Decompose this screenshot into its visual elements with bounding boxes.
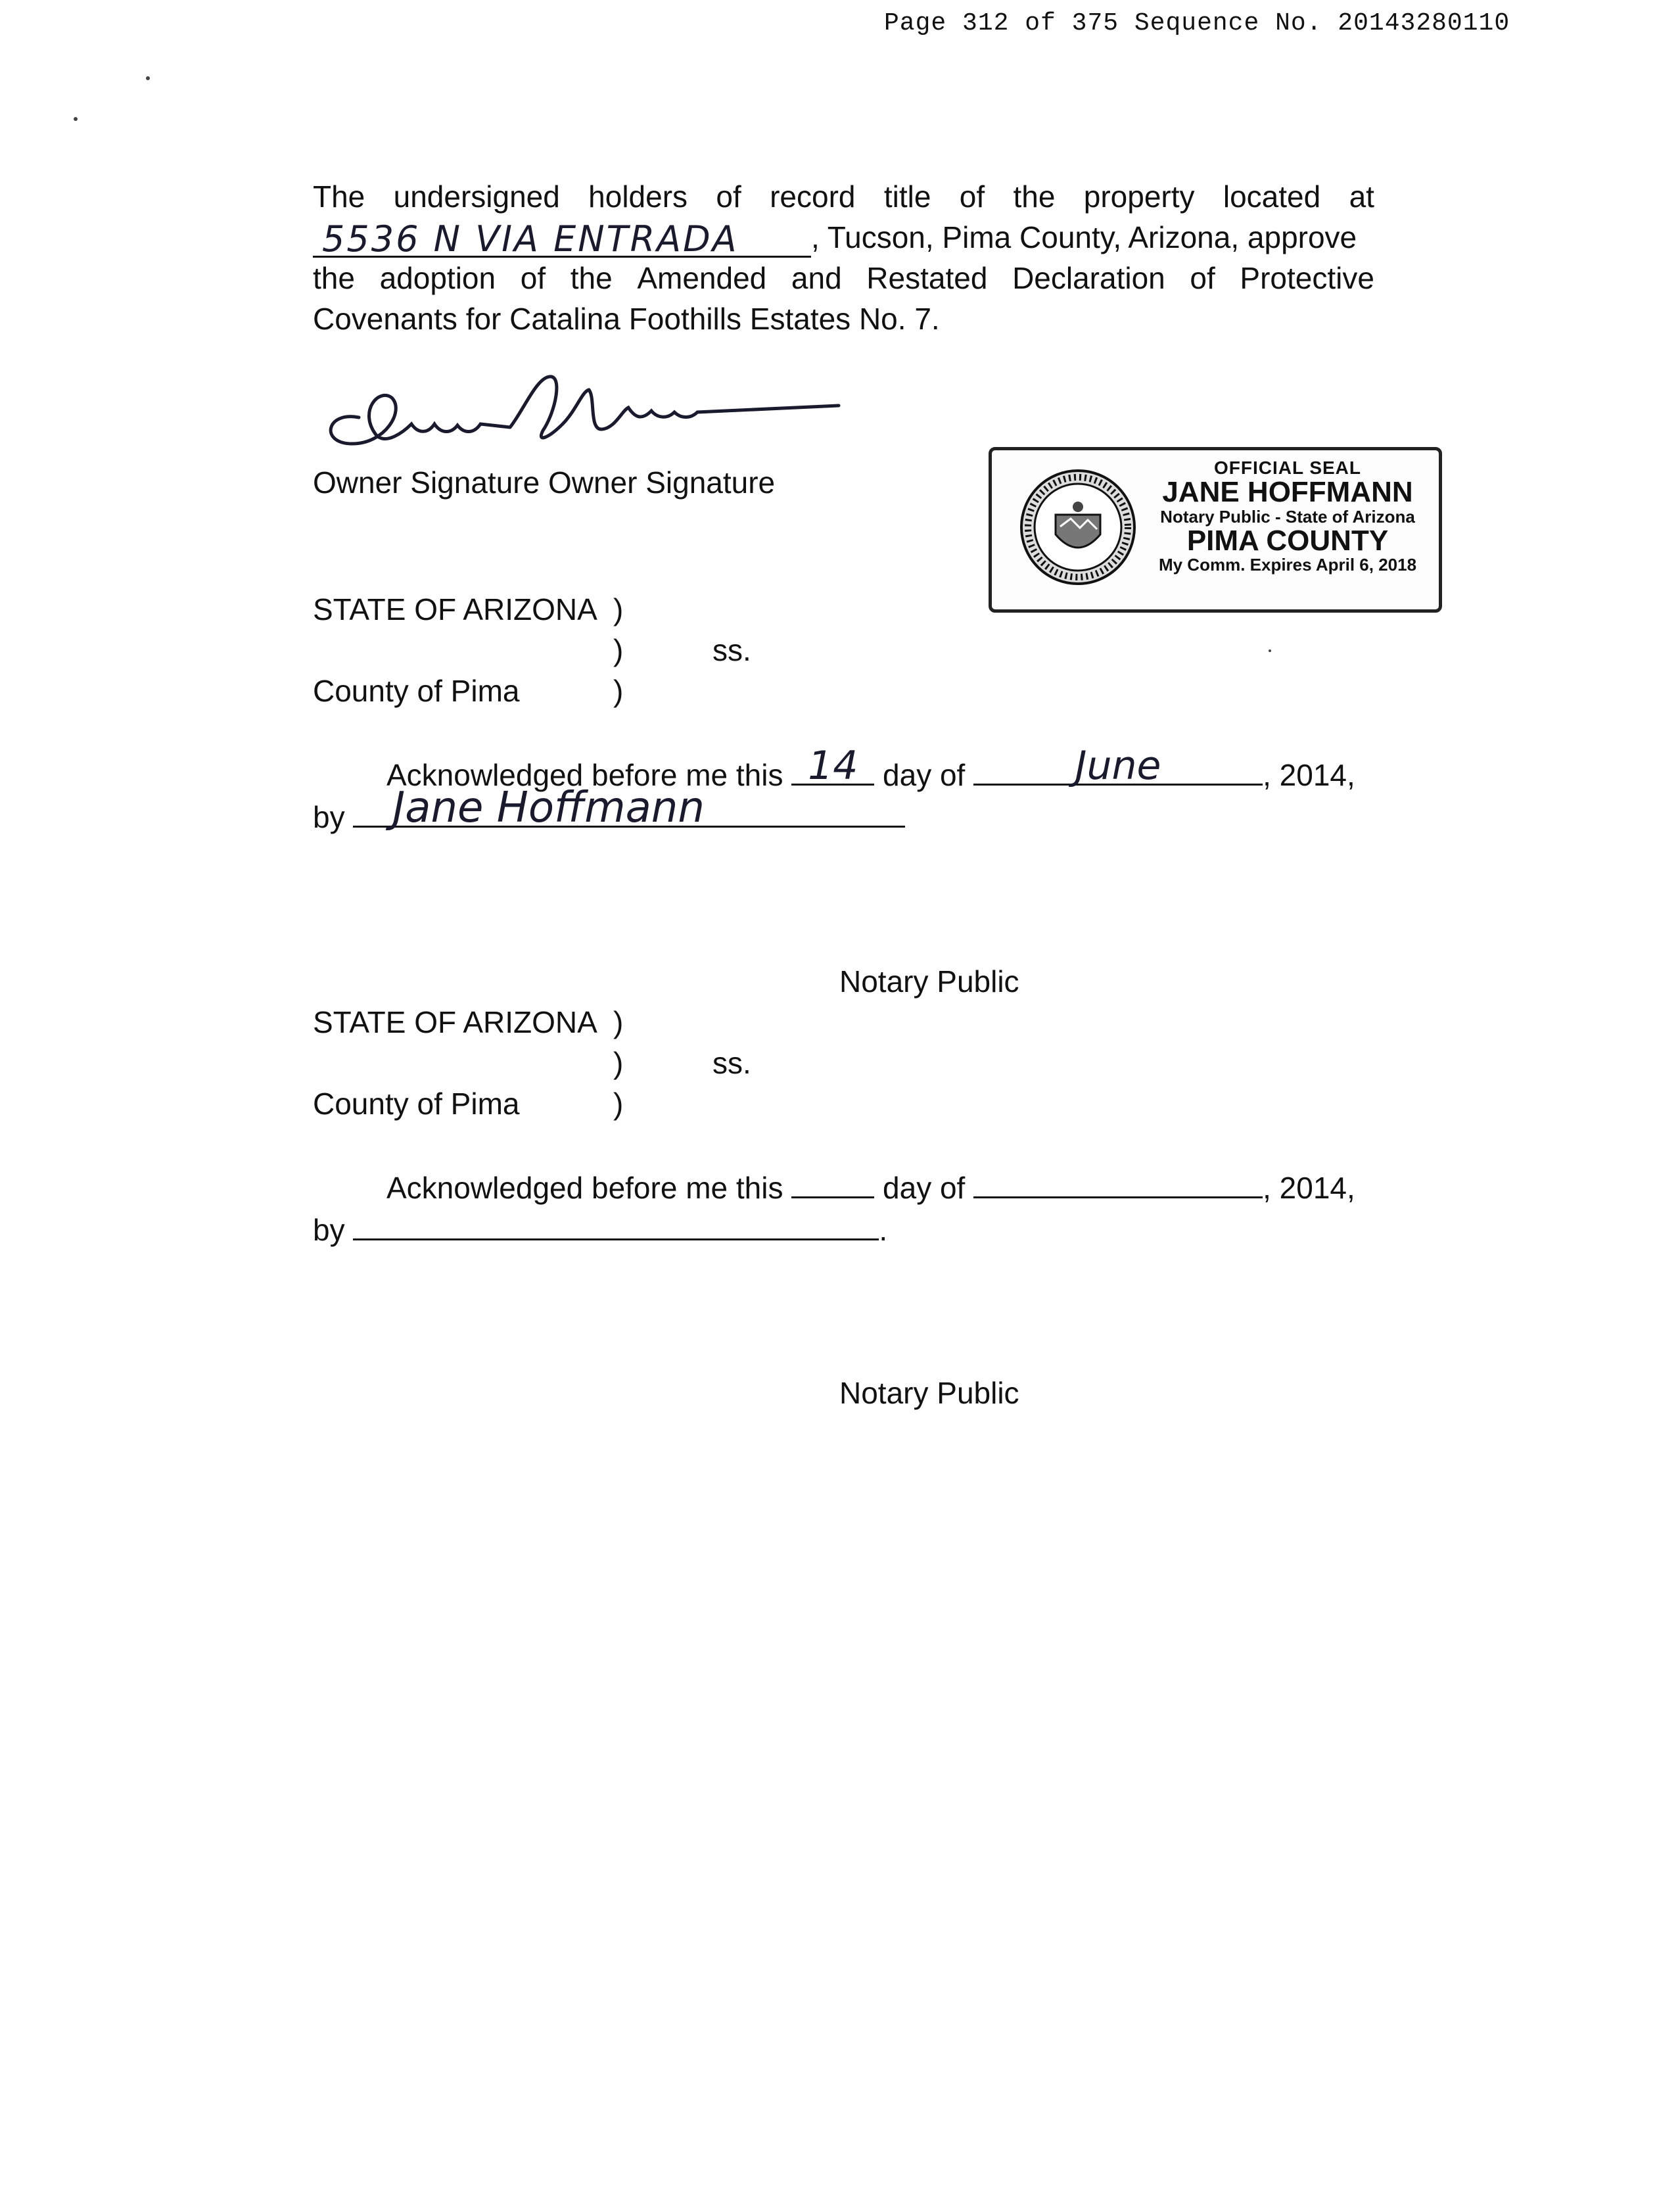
seal-title: OFFICIAL SEAL [1213,458,1362,478]
venue-paren: ) [613,1005,624,1039]
word: the [313,261,355,295]
venue-paren: ) [613,592,624,626]
scan-speck [1269,649,1271,652]
seal-county: PIMA COUNTY [1186,524,1389,557]
venue-state: STATE OF ARIZONA [313,592,597,626]
venue-county: County of Pima [313,1087,520,1121]
address-line-rest: , Tucson, Pima County, Arizona, approve [811,220,1357,254]
ack-year: , 2014, [1263,758,1355,792]
word: of [716,179,741,214]
venue-state: STATE OF ARIZONA [313,1005,597,1039]
word: Protective [1240,261,1374,295]
word: holders [588,179,688,214]
notary-public-label-1: Notary Public [839,964,1019,999]
approval-line-4 [313,298,1374,339]
handwritten-day: 14 [808,743,858,789]
word: of [959,179,985,214]
month-blank [973,743,1263,789]
word: of [1190,261,1215,295]
approval-line-2 [313,217,1374,258]
name-blank [353,1208,879,1240]
month-blank [973,1166,1263,1198]
owner-signature [313,371,852,463]
ack-year: , 2014, [1263,1171,1355,1205]
ack-2-line [313,1166,1378,1208]
word: The [313,179,365,214]
approval-line-1 [313,176,1374,217]
scan-speck [146,76,150,80]
ack-lead: Acknowledged before me this [386,758,783,792]
word: record [770,179,856,214]
acknowledgment-1 [313,743,1378,837]
word: Amended [637,261,767,295]
handwritten-month: June [1075,743,1161,789]
ack-by: by [313,1213,345,1247]
word: of [520,261,546,295]
venue-paren: ) [613,1087,624,1121]
notary-public-label-2: Notary Public [839,1376,1019,1410]
word: Restated [866,261,988,295]
day-blank [791,1166,874,1198]
word: and [791,261,842,295]
day-blank [791,743,874,789]
venue-block-2 [313,1002,751,1124]
ack-mid: day of [883,758,966,792]
approval-paragraph [313,176,1374,339]
word: property [1083,179,1195,214]
venue-paren: ) [613,1046,624,1080]
word: Declaration [1012,261,1165,295]
handwritten-notary-name: Jane Hoffmann [392,784,705,832]
seal-name: JANE HOFFMANN [1162,476,1413,509]
ack-by: by [313,800,345,834]
seal-text [1143,458,1432,574]
word: title [883,179,931,214]
venue-ss: ss. [712,633,751,667]
ack-lead: Acknowledged before me this [386,1171,783,1205]
approval-line-3 [313,258,1374,298]
ack-1-by-line [313,784,1378,837]
word: the [1013,179,1056,214]
scan-speck [74,117,78,121]
address-blank [313,218,811,260]
word: the [570,261,613,295]
handwritten-address: 5536 N VIA ENTRADA [322,218,739,260]
ack-2-by-line [313,1208,1378,1250]
page-header: Page 312 of 375 Sequence No. 20143280110 [884,9,1510,37]
word: located [1223,179,1321,214]
word: at [1349,179,1374,214]
approval-line-4-text: Covenants for Catalina Foothills Estates No. 7. [313,302,940,336]
name-blank [353,784,905,832]
seal-expiry: My Comm. Expires April 6, 2018 [1158,555,1417,575]
ack-end: . [879,1213,888,1247]
word: adoption [379,261,496,295]
state-seal-icon [1019,469,1136,586]
venue-ss: ss. [712,1046,751,1080]
ack-mid: day of [883,1171,966,1205]
seal-role: Notary Public - State of Arizona [1160,506,1415,527]
official-notary-seal [989,447,1442,613]
word: undersigned [393,179,560,214]
venue-paren: ) [613,674,624,708]
owner-signature-label: Owner Signature Owner Signature [313,465,776,500]
venue-county: County of Pima [313,674,520,708]
venue-paren: ) [613,633,624,667]
acknowledgment-2 [313,1166,1378,1250]
venue-block-1 [313,589,751,711]
